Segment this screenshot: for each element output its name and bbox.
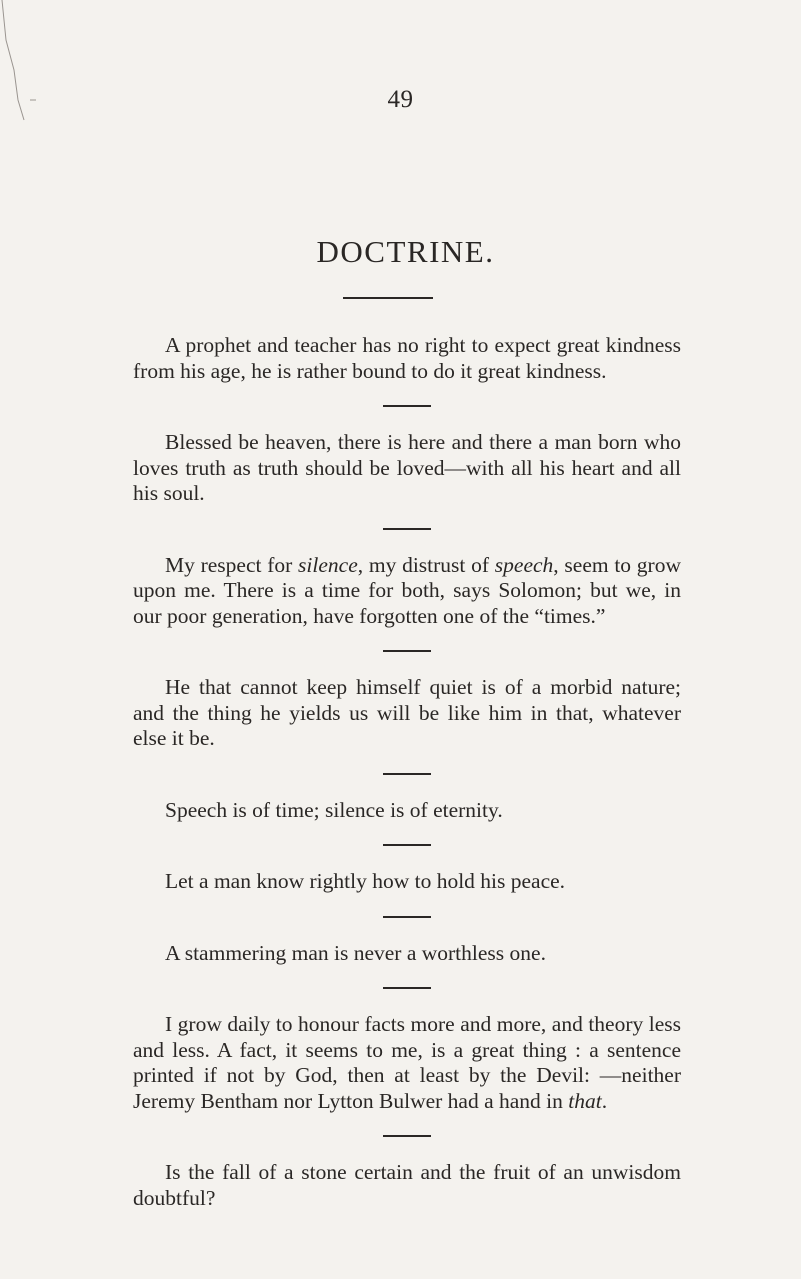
paragraph-6: Let a man know rightly how to hold his peace.	[165, 869, 566, 893]
italic-word-speech: speech	[494, 552, 554, 577]
separator-rule	[383, 773, 431, 775]
paragraph-7: A stammering man is never a worthless one.	[165, 940, 546, 965]
chapter-title: DOCTRINE.	[316, 234, 495, 269]
separator-rule	[383, 844, 431, 846]
paragraph-9: Is the fall of a stone certain and the fruit of an unwisdom doubtful?	[133, 1160, 681, 1210]
separator-rule	[383, 916, 431, 918]
separator-rule	[383, 1135, 431, 1137]
separator-rule	[383, 987, 431, 989]
italic-word-that: that	[568, 1088, 602, 1113]
paragraph-2: Blessed be heaven, there is here and there a man born who loves truth as truth should be loved—with all his heart and all his soul.	[133, 430, 681, 505]
paragraph-1: A prophet and teacher has no right to expect great kindness from his age, he is rather bound to do it great kindness.	[133, 333, 681, 383]
separator-rule	[383, 650, 431, 652]
paragraph-5: Speech is of time; silence is of eternity.	[165, 797, 503, 822]
italic-word-silence: silence	[298, 552, 358, 577]
title-rule	[343, 297, 433, 299]
paragraph-4: He that cannot keep himself quiet is of a morbid nature; and the thing he yields us will be like him in that, whatever else it be.	[133, 675, 681, 750]
scan-edge-mark	[0, 0, 40, 140]
paragraph-3: My respect for silence, my distrust of speech, seem to grow upon me. There is a time for both, says Solomon; but we, in our poor generation, have forgotten one of the “times.”	[133, 552, 681, 628]
page-number: 49	[387, 86, 414, 113]
paragraph-8: I grow daily to honour facts more and more, and theory less and less. A fact, it seems to me, is a great thing : a sentence printed if not by God, then at least by the Devil: —neither Jeremy Bentham nor Lytton Bulwer had a hand in that.	[133, 1012, 681, 1113]
separator-rule	[383, 405, 431, 407]
page-body	[133, 333, 681, 1211]
separator-rule	[383, 528, 431, 530]
